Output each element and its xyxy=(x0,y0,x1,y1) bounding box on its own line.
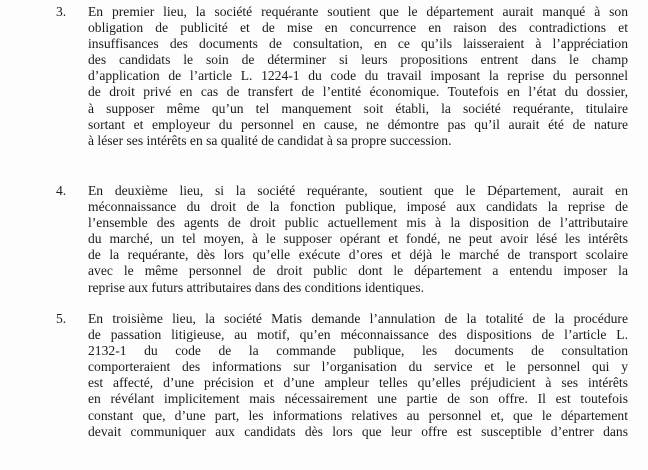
paragraph-line: avec le même personnel de droit public dont le département a entendu imposer la xyxy=(88,263,628,279)
paragraph-number: 5. xyxy=(56,311,67,326)
paragraph-5 xyxy=(56,311,628,440)
paragraph-line: comporteraient des informations sur l’organisation du service et le personnel qui y xyxy=(88,359,628,375)
paragraph-line: à léser ses intérêts en sa qualité de candidat à sa propre succession. xyxy=(88,132,452,148)
paragraph-line: En premier lieu, la société requérante soutient que le département aurait manqué à son xyxy=(88,4,628,19)
paragraph-line: En deuxième lieu, si la société requérante, soutient que le Département, aurait en xyxy=(88,183,628,198)
paragraph-number: 4. xyxy=(56,183,67,198)
paragraph-line: reprise aux futurs attributaires dans des conditions identiques. xyxy=(88,279,424,295)
paragraph-3 xyxy=(56,4,628,149)
paragraph-4 xyxy=(56,183,628,296)
paragraph-line: méconnaissance du droit de la fonction publique, imposé aux candidats la reprise de xyxy=(88,199,628,215)
paragraph-line: obligation de publicité et de mise en concurrence en raison des contradictions et xyxy=(88,20,628,36)
paragraph-line: devait communiquer aux candidats dès lors que leur offre est susceptible d’entrer dans xyxy=(88,423,628,439)
paragraph-line: sortant et employeur du personnel en cause, ne démontre pas qu’il aurait été de nature xyxy=(88,116,628,132)
paragraph-line: en révélant implicitement mais nécessairement une partie de son offre. Il est toutefois xyxy=(88,391,628,407)
paragraph-line: En troisième lieu, la société Matis demande l’annulation de la totalité de la procédure xyxy=(88,311,628,326)
paragraph-line: l’ensemble des agents de droit public actuellement mis à la disposition de l’attributaire xyxy=(88,215,628,231)
paragraph-line: insuffisances des documents de consultation, en ce qu’ils laisseraient à l’appréciation xyxy=(88,36,628,52)
paragraph-line: est affecté, d’une précision et d’une ampleur telles qu’elles préjudicient à ses intérêts xyxy=(88,375,628,391)
paragraph-line: du marché, un tel moyen, à le supposer opérant et fondé, ne peut avoir lésé les intérêts xyxy=(88,231,628,247)
paragraph-line: de droit privé en cas de transfert de l’entité économique. Toutefois en l’état du dossier, xyxy=(88,84,628,100)
paragraph-line: d’application de l’article L. 1224-1 du code du travail imposant la reprise du personnel xyxy=(88,68,628,84)
paragraph-number: 3. xyxy=(56,4,67,19)
paragraph-line: de la requérante, dès lors qu’elle exécute d’ores et déjà le marché de transport scolaire xyxy=(88,247,628,263)
paragraph-line: à supposer même qu’un tel manquement soit établi, la société requérante, titulaire xyxy=(88,100,628,116)
paragraph-line: de passation litigieuse, au motif, qu’en méconnaissance des dispositions de l’article L. xyxy=(88,327,628,343)
paragraph-line: 2132-1 du code de la commande publique, les documents de consultation xyxy=(88,343,628,359)
paragraph-line: des candidats le soin de déterminer si leurs propositions entrent dans le champ xyxy=(88,52,628,68)
paragraph-line: constant que, d’une part, les informations relatives au personnel et, que le département xyxy=(88,407,628,423)
